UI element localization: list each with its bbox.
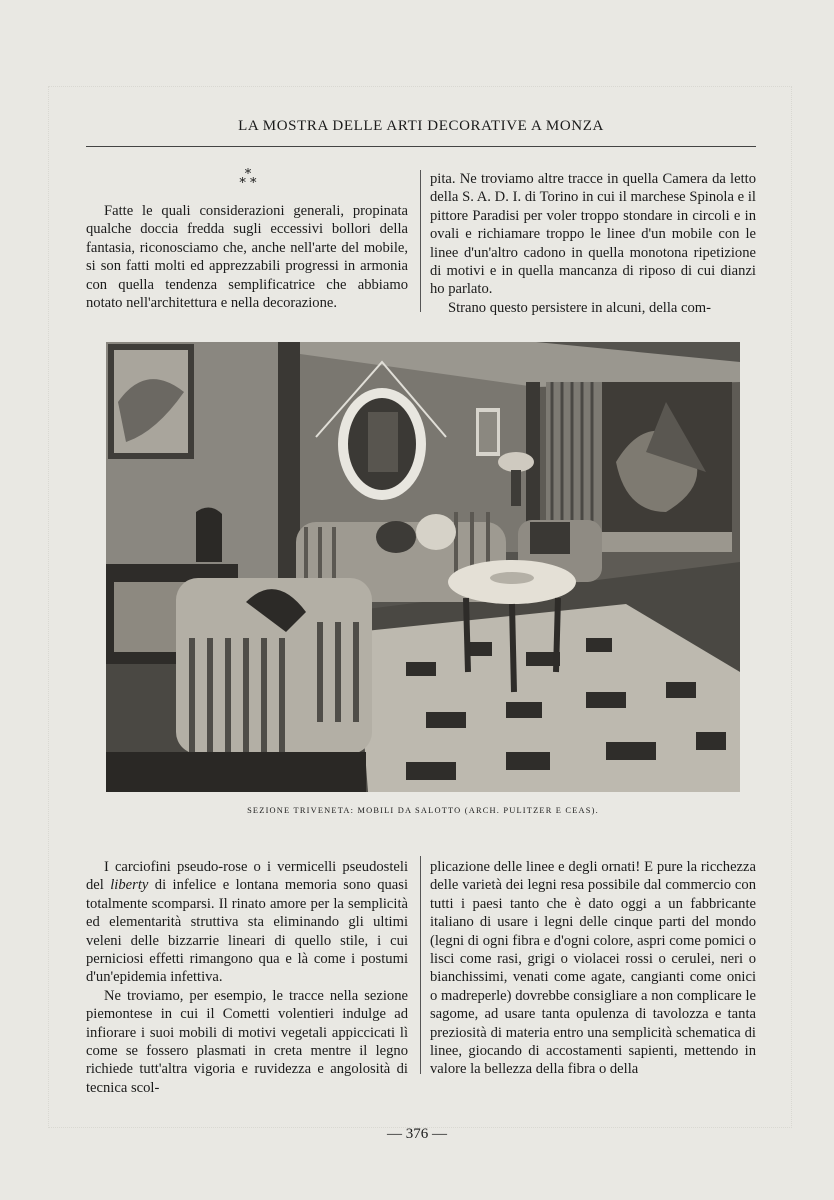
top-right-column bbox=[430, 170, 756, 317]
salon-photograph bbox=[106, 342, 740, 792]
column-divider-top bbox=[420, 170, 421, 312]
paragraph: Fatte le quali considerazioni generali, propinata qualche doccia fredda sugli eccessivi bollori della fantasia, riconosciamo che, anche nell'arte del mobile, si son fatti molti ed apprezzabili progressi in armonia con quella tendenza semplificatrice che abbiamo notato nell'architettura e nella decorazione. bbox=[86, 203, 408, 312]
bottom-right-column bbox=[430, 858, 756, 1079]
paragraph: plicazione delle linee e degli ornati! E pure la ricchezza delle varietà dei legni resa possibile dal commercio con tutti i paesi tanto che è dato oggi a un fabbricante italiano di usare i legni delle cinque parti del mondo (legni di ogni fibra e d'ogni colore, aspri come pomici o lisci come rasi, grigi o violacei rossi o cerulei, neri o bianchissimi, venati come agate, cangianti come onici o madreperle) dovrebbe consigliare a non complicare le sagome, ad usare tanta opulenza di tavolozza e tanta preziosità di materia entro una semplicità schematica di linee, giocando di accostamenti sapienti, mettendo in valore la bellezza della fibra o della bbox=[430, 859, 756, 1078]
running-head: LA MOSTRA DELLE ARTI DECORATIVE A MONZA bbox=[238, 118, 604, 134]
paragraph: Strano questo persistere in alcuni, della com- bbox=[448, 299, 712, 316]
paragraph: pita. Ne troviamo altre tracce in quella Camera da letto della S. A. D. I. di Torino in cui il marchese Spinola e il pittore Paradisi per voler troppo stondare in circoli e in ovali e richiamare troppo le linee d'un mobile con le linee d'un'altro cadono in quella monotona ripetizione di motivi e in quella mancanza di riposo di cui dianzi ho parlato. bbox=[430, 171, 756, 298]
asterism: * * * bbox=[239, 167, 257, 191]
paragraph: Ne troviamo, per esempio, le tracce nella sezione piemontese in cui il Cometti volentieri indulge ad infiorare i suoi mobili di motivi vegetali appiccicati lì come se fossero plasmati in creta mentre il legno richiede tutt'altra vigoria e ruvidezza e angolosità di tecnica scol- bbox=[86, 987, 408, 1096]
top-left-column bbox=[86, 202, 408, 312]
header-rule bbox=[86, 146, 756, 147]
photo-caption: SEZIONE TRIVENETA: MOBILI DA SALOTTO (ARCH. PULITZER E CEAS). bbox=[247, 806, 599, 815]
paragraph: I carciofini pseudo-rose o i vermicelli pseudosteli del liberty di infelice e lontana memoria sono quasi totalmente scomparsi. Il rinato amore per la semplicità ed elementarità struttiva sta eliminando gli ultimi veleni delle bizzarrie lineari di quello stile, i cui perniciosi effetti rimangono qua e là come i postumi d'un'epidemia infettiva. bbox=[86, 859, 408, 986]
column-divider-bottom bbox=[420, 856, 421, 1074]
page-number: — 376 — bbox=[387, 1126, 447, 1142]
bottom-left-column bbox=[86, 858, 408, 1097]
